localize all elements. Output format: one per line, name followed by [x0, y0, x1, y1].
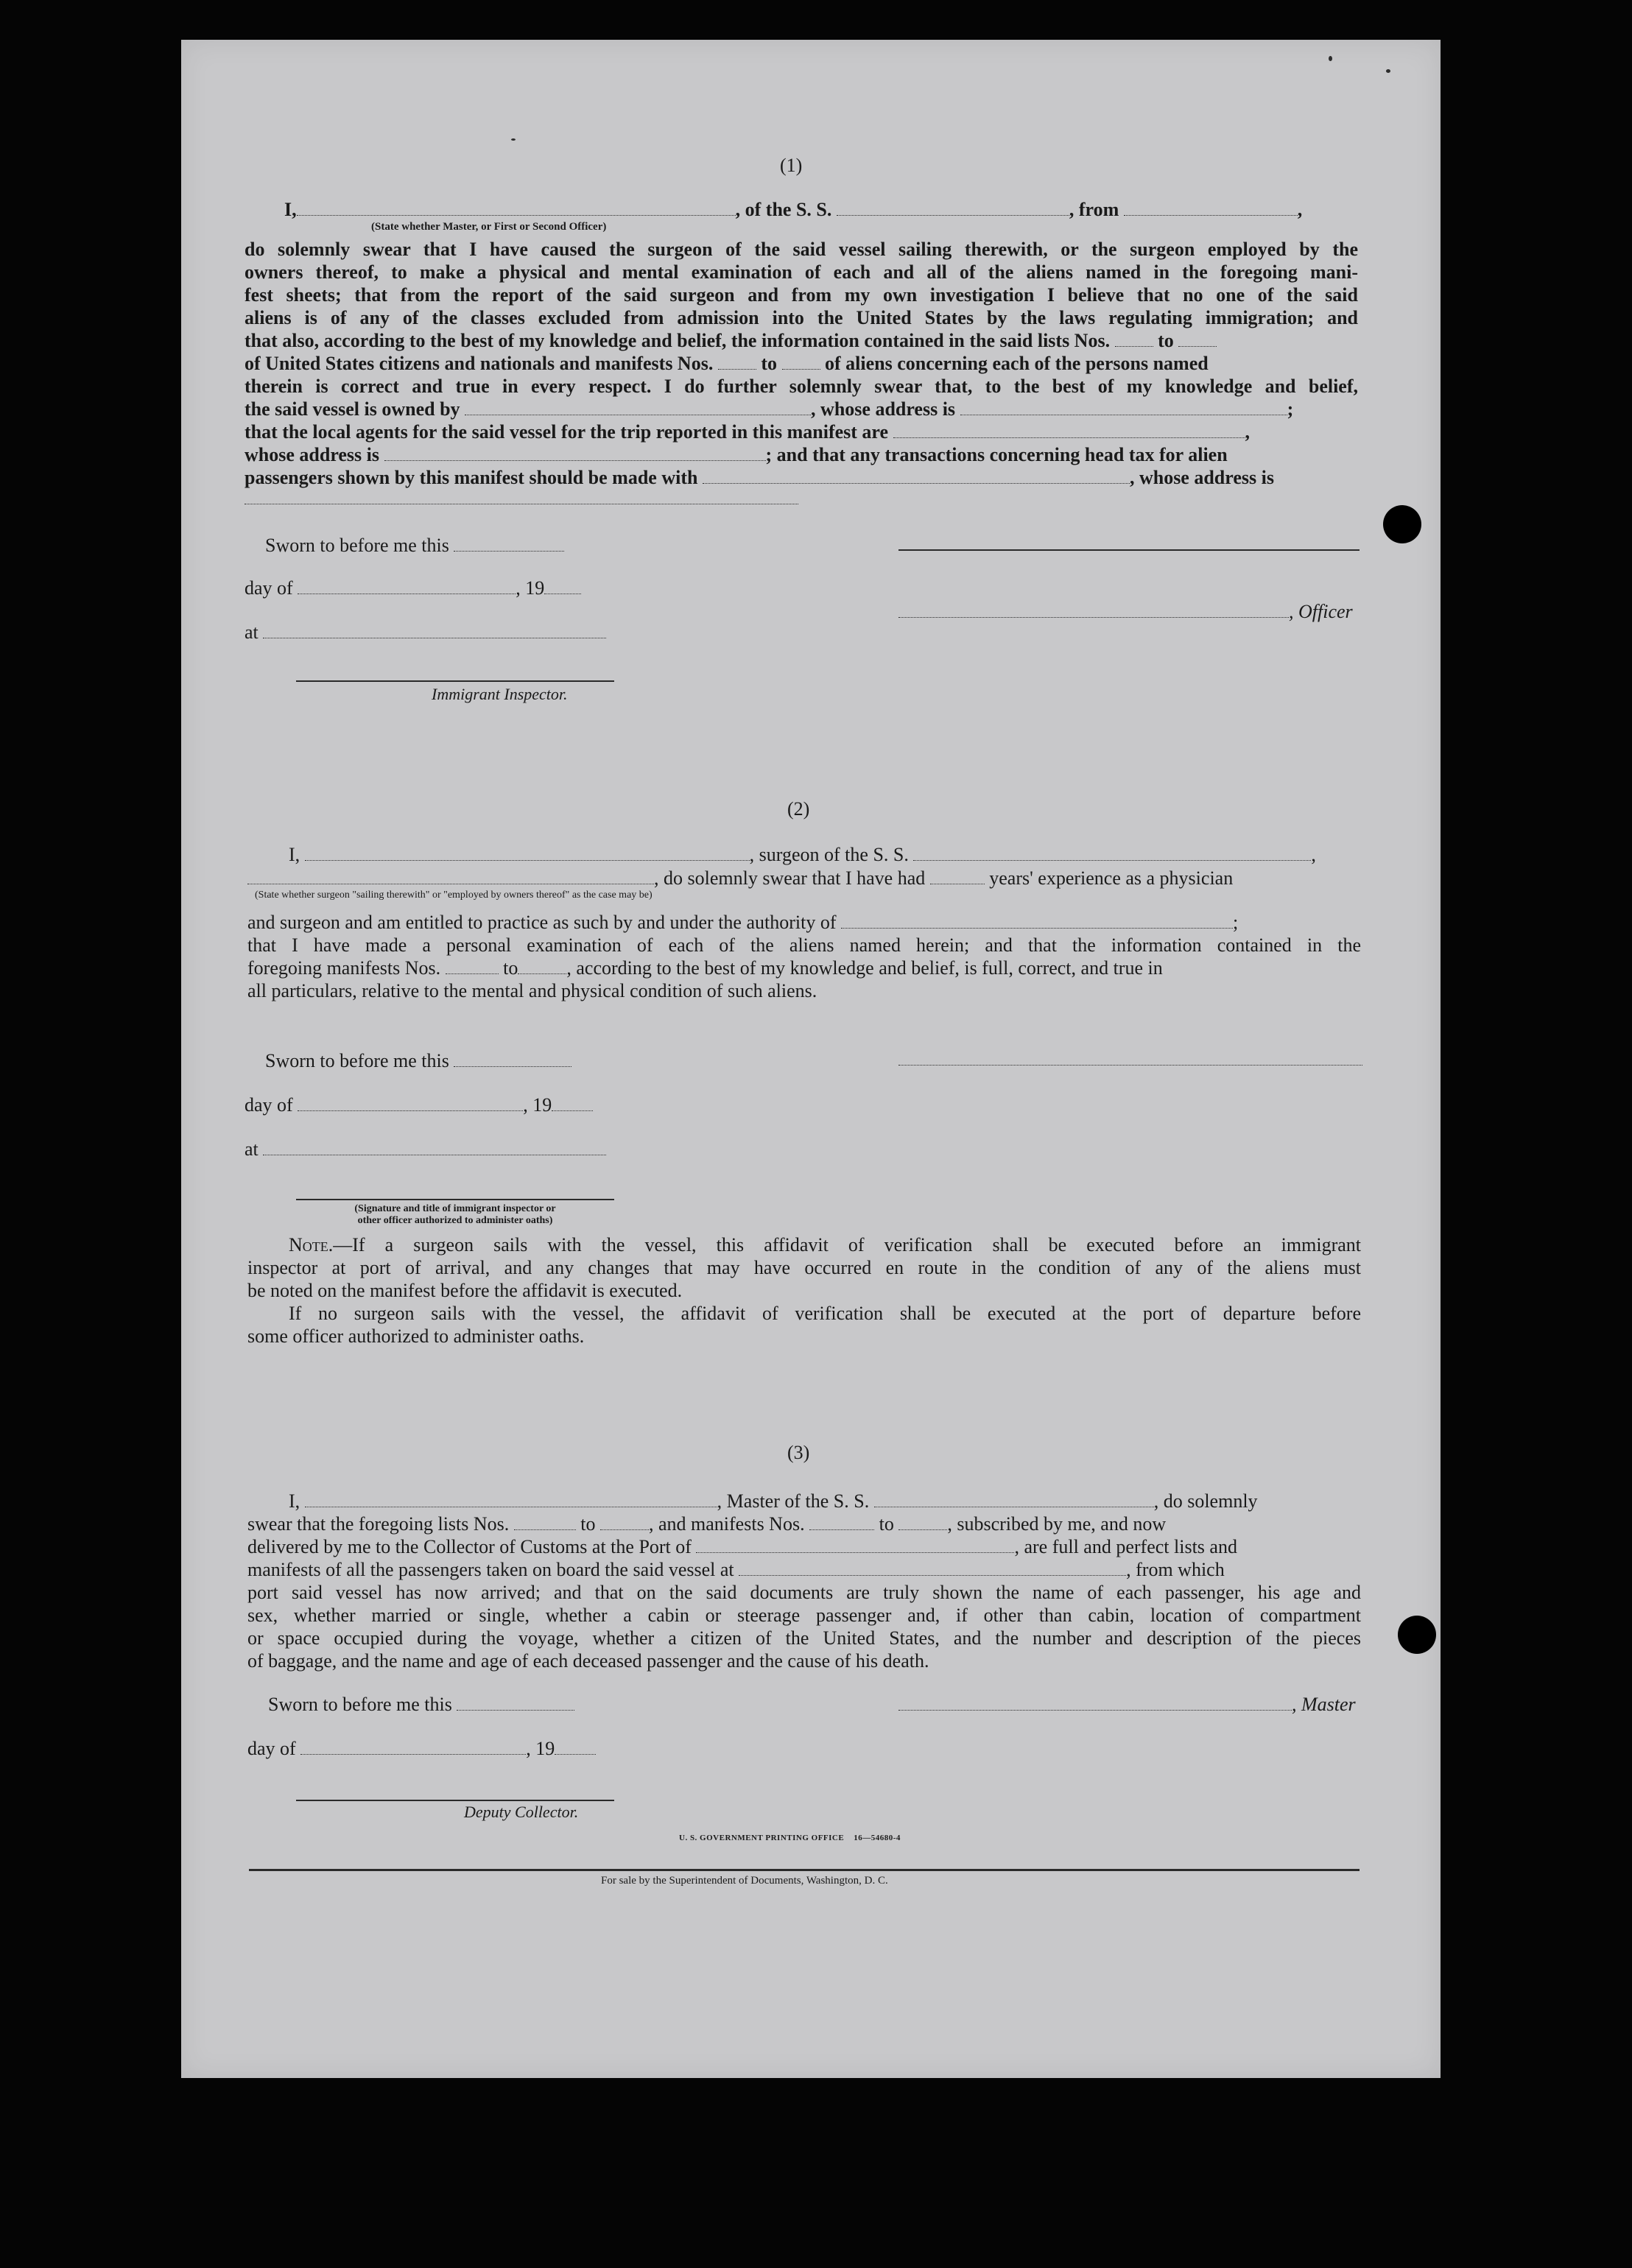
administrator-caption: (Signature and title of immigrant inspector or other officer authorized to administer oaths)	[354, 1203, 556, 1226]
note-label: Note.	[289, 1234, 334, 1256]
lists-from-field[interactable]	[1115, 333, 1153, 347]
master-lists-to-field[interactable]	[600, 1516, 649, 1530]
section-1-line-1: I, , of the S. S. , from ,	[284, 199, 1303, 220]
surgeon-manifests-from-field[interactable]	[446, 960, 499, 974]
sale-notice: For sale by the Superintendent of Documents, Washington, D. C.	[601, 1875, 888, 1887]
administrator-signature-line[interactable]	[296, 1199, 614, 1200]
master-signature-field[interactable]	[898, 1697, 1292, 1711]
master-manifests-from-field[interactable]	[809, 1516, 874, 1530]
officer-signature-line: , Officer	[898, 601, 1353, 623]
sworn-month-field-3[interactable]	[300, 1741, 526, 1755]
surgeon-caption: (State whether surgeon "sailing therewith" or "employed by owners thereof" as the case may be)	[255, 890, 653, 901]
footer-rule	[249, 1869, 1360, 1871]
section-1-heading: (1)	[780, 155, 803, 176]
sworn-month-field-2[interactable]	[298, 1097, 523, 1111]
master-lists-from-field[interactable]	[514, 1516, 576, 1530]
surgeon-signature-line[interactable]	[898, 1065, 1362, 1066]
practice-authority-field[interactable]	[841, 915, 1233, 929]
section-1-sworn: Sworn to before me this	[265, 535, 564, 557]
section-1-day: day of , 19	[245, 577, 581, 599]
officer-signature-field[interactable]	[898, 604, 1289, 618]
section-2-at: at	[245, 1138, 606, 1161]
deputy-signature-line[interactable]	[296, 1800, 614, 1801]
section-2-line-1: I, , surgeon of the S. S. ,	[289, 844, 1316, 865]
surgeon-name-field[interactable]	[305, 847, 750, 861]
customs-port-field[interactable]	[696, 1539, 1014, 1553]
sworn-place-field-2[interactable]	[263, 1141, 606, 1155]
immigrant-inspector-label: Immigrant Inspector.	[432, 685, 568, 703]
master-signature-line: , Master	[898, 1694, 1356, 1716]
surgeon-status-field[interactable]	[247, 870, 654, 884]
surgeon-manifests-to-field[interactable]	[518, 960, 566, 974]
departure-port-field[interactable]	[1124, 202, 1298, 216]
section-3-sworn: Sworn to before me this	[268, 1694, 574, 1716]
sworn-day-field-3[interactable]	[457, 1697, 574, 1711]
vessel-owner-field[interactable]	[465, 401, 811, 415]
sworn-year-field-1[interactable]	[544, 580, 581, 594]
sworn-day-field-2[interactable]	[454, 1053, 571, 1067]
local-agents-field[interactable]	[893, 424, 1245, 438]
ink-speck	[511, 138, 516, 141]
owner-address-field[interactable]	[960, 401, 1287, 415]
deputy-collector-label: Deputy Collector.	[464, 1803, 579, 1821]
officer-signature-line-top[interactable]	[898, 549, 1360, 551]
years-experience-field[interactable]	[930, 870, 985, 884]
manifests-from-field[interactable]	[718, 356, 756, 370]
form-sheet: (1) I, , of the S. S. , from , (State whether Master, or First or Second Officer) do solemnly swear that I have caused the surgeon of the said vessel sailing therewith, or the surgeon employed by the owners thereof, to make a physical and mental examination of each and all of the aliens named in the foregoing mani- fest sheets; that from the report of the said surgeon and from my own investigation I believe that no one of the said aliens is of any of the classes excluded from admission into the United States by the laws regulating immigration; and that also, according to the best of my knowledge and belief, the information contained in the said lists Nos. to of United States citizens and nationals and manifests Nos. to of aliens concerning each of the persons named therein is correct and true in every respect. I do further solemnly swear that, to the best of my knowledge and belief, the said vessel is owned by , whose address is ; that the local agents for the said vessel for the trip reported in this manifest are , whose address is ; and that any transactions concerning head tax for alien passengers shown by this manifest should be made with , whose address is Sworn to before me this day of , 19 at Immigrant Inspector. , Officer (2) I, , surgeon of the S. S. , , do solemnly swear that I have had years' experience as a physician (State whether surgeon "sailing therewith" or "employed by owners thereof" as the case may be) and surgeon and am entitled to practice as such by and under the authority of ; that I have made a personal examination of each of the aliens named herein; and that the information contained in the foregoing manifests Nos. to , according to the best of my knowledge and belief, is full, correct, and true in all particulars, relative to the mental and physical condition of such aliens. Sworn to before me this day of , 19 at (Signature and title of immigrant inspector or other officer authorized to administer oaths) Note.—If a surgeon sails with the vessel, this affidavit of verification shall be executed before an immigrant inspector at port of arrival, and any changes that may have occurred en route in the condition of any of the aliens must be noted on the manifest before the affidavit is executed. If no surgeon sails with the vessel, the affidavit of verification shall be executed at the port of departure before some officer authorized to administer oaths. (3) I, , Master of the S. S. , do solemnly swear that the foregoing lists Nos. to , and manifests Nos. to , subscribed by me, and now delivered by me to the Collector of Customs at the Port of , are full and perfect lists and manifests of all the passengers taken on board the said vessel at , from which port said vessel has now arrived; and that on the said documents are truly shown the name of each passenger, his age and sex, whether married or single, whether a cabin or steerage passenger and, if other than cabin, location of compartment or space occupied during the voyage, whether a citizen of the United States, and the number and description of the pieces of baggage, and the name and age of each deceased passenger and the cause of his death. Sworn to before me this day of , 19 , Master Deputy Collector. U. S. GOVERNMENT PRINTING OFFICE 16—54680-4 For sale by the Superintendent of Documents, Washington, D. C.	[181, 40, 1441, 2078]
section-2-line-2: , do solemnly swear that I have had years' experience as a physician	[247, 867, 1233, 890]
surgeon-vessel-field[interactable]	[913, 847, 1311, 861]
ink-speck	[1329, 56, 1332, 61]
master-vessel-field[interactable]	[874, 1493, 1154, 1507]
manifests-to-field[interactable]	[782, 356, 820, 370]
sworn-place-field-1[interactable]	[263, 624, 606, 638]
section-3-heading: (3)	[787, 1442, 810, 1463]
gpo-imprint: U. S. GOVERNMENT PRINTING OFFICE 16—54680-4	[679, 1834, 901, 1842]
officer-name-field[interactable]	[297, 202, 736, 216]
section-3-day: day of , 19	[247, 1738, 596, 1760]
head-tax-contact-field[interactable]	[703, 470, 1130, 484]
ink-speck	[1386, 69, 1390, 73]
inspector-signature-line-1[interactable]	[296, 680, 614, 682]
section-1-at: at	[245, 621, 606, 644]
sworn-day-field-1[interactable]	[454, 538, 564, 552]
master-name-field[interactable]	[305, 1493, 717, 1507]
boarding-port-field[interactable]	[739, 1562, 1126, 1576]
lists-to-field[interactable]	[1178, 333, 1217, 347]
sworn-year-field-2[interactable]	[552, 1097, 593, 1111]
section-2-heading: (2)	[787, 798, 810, 820]
vessel-name-field[interactable]	[837, 202, 1069, 216]
master-manifests-to-field[interactable]	[898, 1516, 947, 1530]
section-2-day: day of , 19	[245, 1094, 593, 1116]
officer-caption: (State whether Master, or First or Second Officer)	[371, 221, 607, 233]
section-2-sworn: Sworn to before me this	[265, 1050, 571, 1072]
sworn-month-field-1[interactable]	[298, 580, 516, 594]
agents-address-field[interactable]	[384, 447, 766, 461]
punch-hole-lower	[1398, 1616, 1436, 1654]
sworn-year-field-3[interactable]	[555, 1741, 596, 1755]
punch-hole-upper	[1383, 505, 1421, 543]
